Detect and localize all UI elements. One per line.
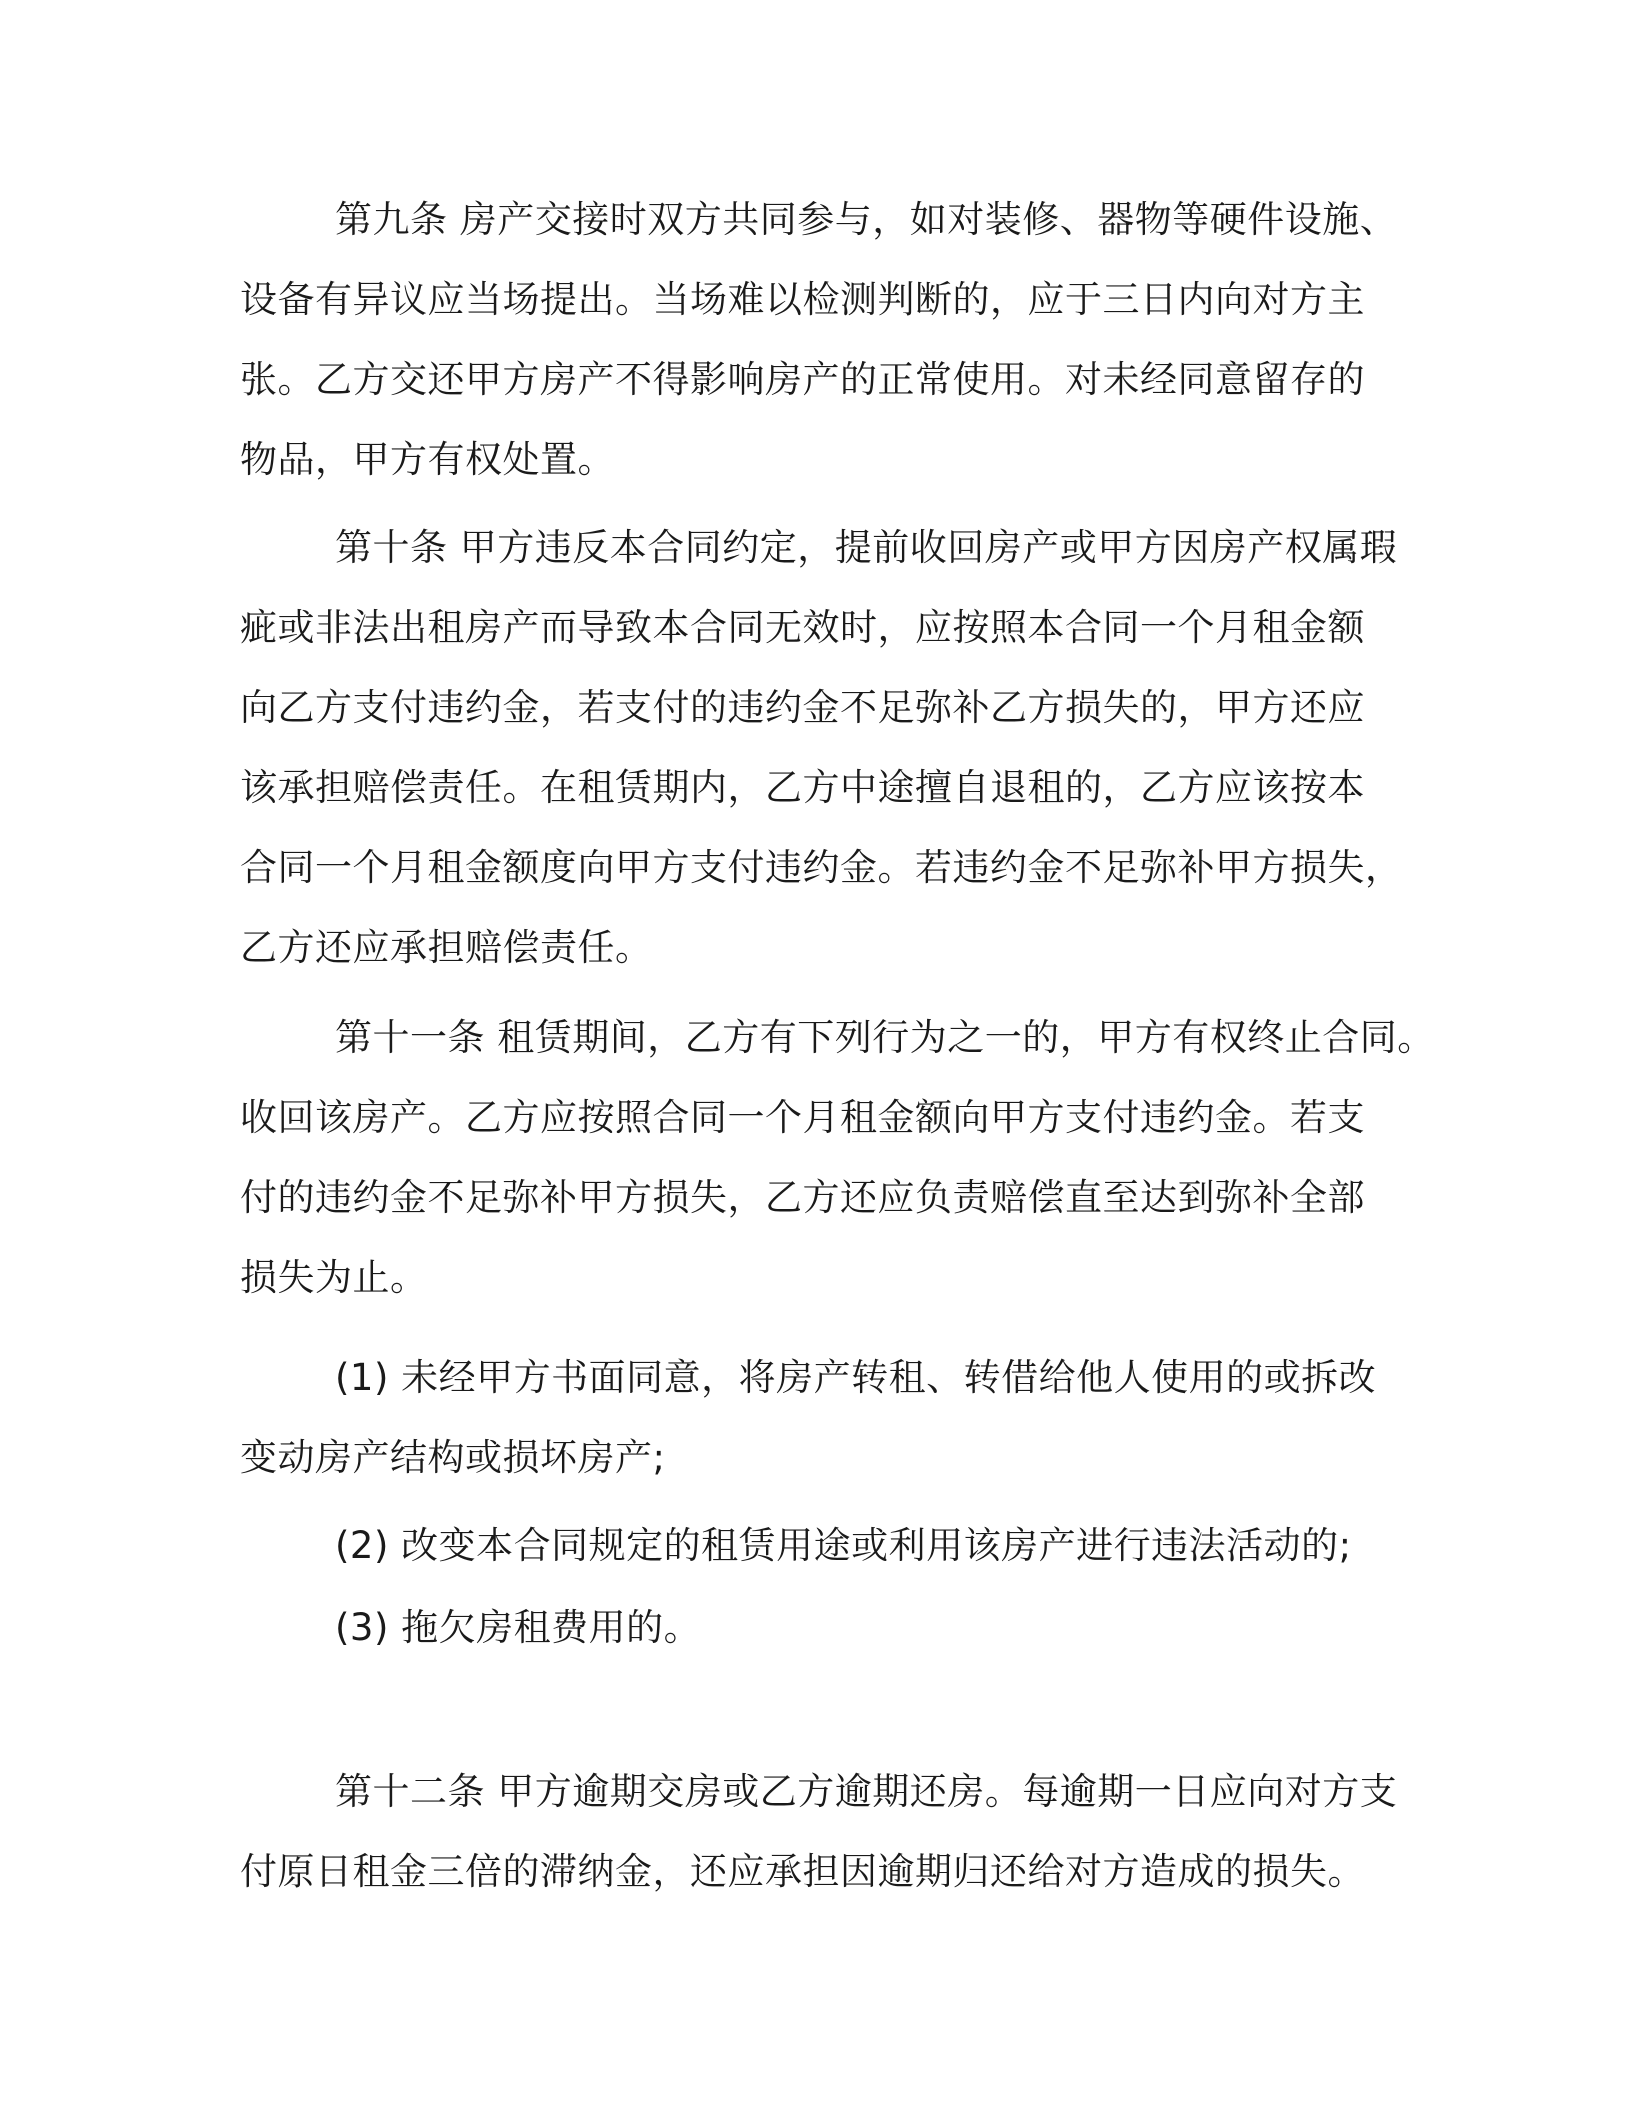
text-line: 第十二条 甲方逾期交房或乙方逾期还房。每逾期一日应向对方支 [335,1770,1398,1813]
text-line: 第十一条 租赁期间，乙方有下列行为之一的，甲方有权终止合同。 [335,1016,1435,1059]
list-item-1 [240,1338,1400,1498]
text-line: (1) 未经甲方书面同意，将房产转租、转借给他人使用的或拆改 [335,1356,1377,1399]
text-line: 合同一个月租金额度向甲方支付违约金。若违约金不足弥补甲方损失， [240,846,1403,889]
clause-11-paragraph [240,998,1435,1318]
clause-12-paragraph [240,1752,1400,1912]
text-line: 设备有异议应当场提出。当场难以检测判断的，应于三日内向对方主 [240,278,1365,321]
clause-9-paragraph [240,180,1400,500]
text-line: 第十条 甲方违反本合同约定，提前收回房产或甲方因房产权属瑕 [335,526,1398,569]
text-line: 乙方还应承担赔偿责任。 [240,926,653,969]
list-item-2 [240,1506,1400,1586]
text-line: 物品，甲方有权处置。 [240,438,615,481]
text-line: 该承担赔偿责任。在租赁期内，乙方中途擅自退租的，乙方应该按本 [240,766,1365,809]
text-line: 付原日租金三倍的滞纳金，还应承担因逾期归还给对方造成的损失。 [240,1850,1365,1893]
clause-10-paragraph [240,508,1403,988]
text-line: 第九条 房产交接时双方共同参与，如对装修、器物等硬件设施、 [335,198,1398,241]
text-line: 疵或非法出租房产而导致本合同无效时，应按照本合同一个月租金额 [240,606,1365,649]
text-line: 向乙方支付违约金，若支付的违约金不足弥补乙方损失的，甲方还应 [240,686,1365,729]
text-line: 付的违约金不足弥补甲方损失，乙方还应负责赔偿直至达到弥补全部 [240,1176,1365,1219]
text-line: (3) 拖欠房租费用的。 [335,1606,702,1649]
text-line: 张。乙方交还甲方房产不得影响房产的正常使用。对未经同意留存的 [240,358,1365,401]
text-line: 变动房产结构或损坏房产; [240,1436,666,1479]
text-line: 收回该房产。乙方应按照合同一个月租金额向甲方支付违约金。若支 [240,1096,1365,1139]
list-item-3 [240,1588,1400,1668]
text-line: (2) 改变本合同规定的租赁用途或利用该房产进行违法活动的; [335,1524,1352,1567]
text-line: 损失为止。 [240,1256,428,1299]
